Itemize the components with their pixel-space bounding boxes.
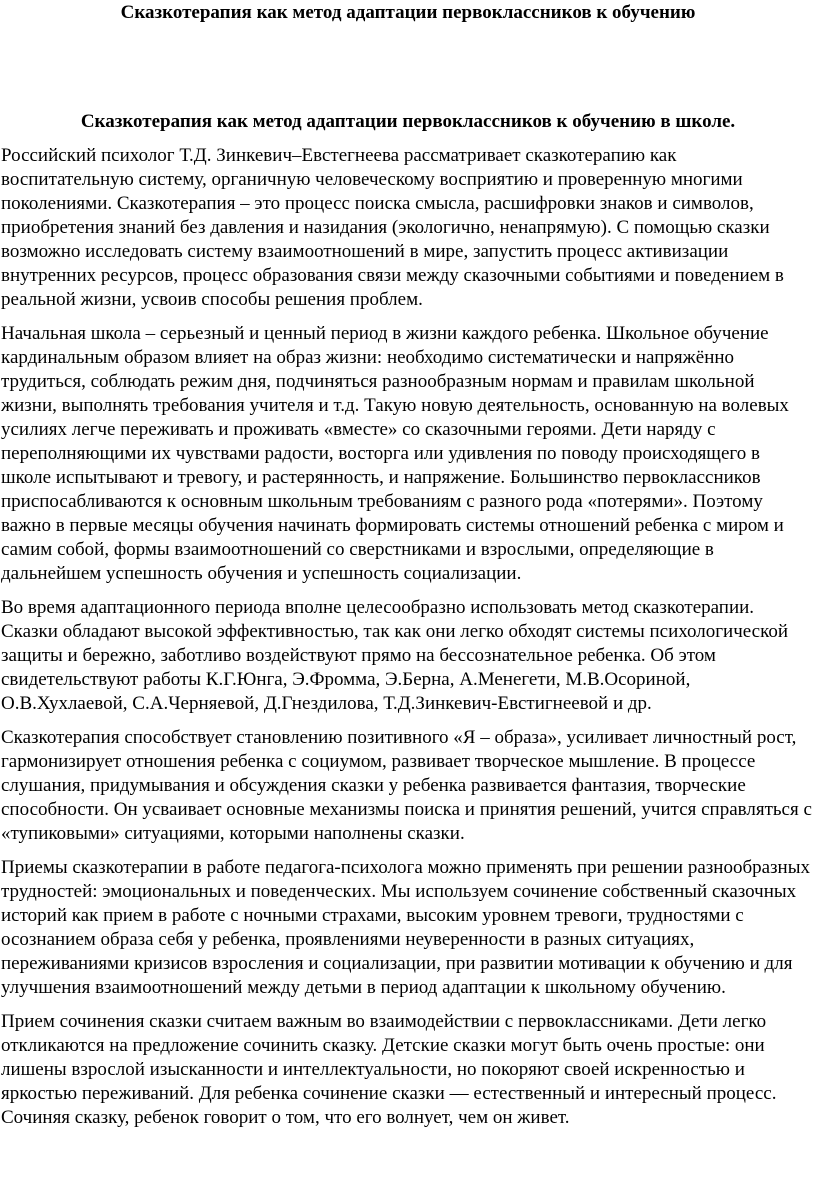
document-body bbox=[1, 144, 813, 1140]
paragraph-4: Сказкотерапия способствует становлению позитивного «Я – образа», усиливает личностный рост, гармонизирует отношения ребенка с социумом, развивает творческое мышление. В процессе слушания, придумывания и обсуждения сказки у ребенка развивается фантазия, творческие способности. Он усваивает основные механизмы поиска и принятия решений, учится справляться с «тупиковыми» ситуациями, которыми наполнены сказки. bbox=[1, 727, 812, 844]
paragraph-2: Начальная школа – серьезный и ценный период в жизни каждого ребенка. Школьное обучение кардинальным образом влияет на образ жизни: необходимо систематически и напряжённо трудиться, соблюдать режим дня, подчиняться разнообразным нормам и правилам школьной жизни, выполнять требования учителя и т.д. Такую новую деятельность, основанную на волевых усилиях легче переживать и проживать «вместе» со сказочными героями. Дети наряду с переполняющими их чувствами радости, восторга или удивления по поводу происходящего в школе испытывают и тревогу, и растерянность, и напряжение. Большинство первоклассников приспосабливаются к основным школьным требованиям с разного рода «потерями». Поэтому важно в первые месяцы обучения начинать формировать системы отношений ребенка с миром и самим собой, формы взаимоотношений со сверстниками и взрослыми, определяющие в дальнейшем успешность обучения и успешность социализации. bbox=[1, 323, 789, 584]
paragraph-5: Приемы сказкотерапии в работе педагога-психолога можно применять при решении разнообразных трудностей: эмоциональных и поведенческих. Мы используем сочинение собственный сказочных историй как прием в работе с ночными страхами, высоким уровнем тревоги, трудностями с осознанием образа себя у ребенка, проявлениями неуверенности в разных ситуациях, переживаниями кризисов взросления и социализации, при развитии мотивации к обучению и для улучшения взаимоотношений между детьми в период адаптации к школьному обучению. bbox=[1, 857, 810, 998]
paragraph-3: Во время адаптационного периода вполне целесообразно использовать метод сказкотерапии. Сказки обладают высокой эффективностью, так как они легко обходят системы психологической защиты и бережно, заботливо воздействуют прямо на бессознательное ребенка. Об этом свидетельствуют работы К.Г.Юнга, Э.Фромма, Э.Берна, А.Менегети, М.В.Осориной, О.В.Хухлаевой, С.А.Черняевой, Д.Гнездилова, Т.Д.Зинкевич-Евстигнеевой и др. bbox=[1, 597, 789, 714]
paragraph-1: Российский психолог Т.Д. Зинкевич–Евстегнеева рассматривает сказкотерапию как воспитательную систему, органичную человеческому восприятию и проверенную многими поколениями. Сказкотерапия – это процесс поиска смысла, расшифровки знаков и символов, приобретения знаний без давления и назидания (экологично, ненапрямую). С помощью сказки возможно исследовать систему взаимоотношений в мире, запустить процесс активизации внутренних ресурсов, процесс образования связи между сказочными событиями и поведением в реальной жизни, усвоив способы решения проблем. bbox=[1, 145, 784, 310]
document-title: Сказкотерапия как метод адаптации первоклассников к обучению bbox=[120, 2, 696, 23]
paragraph-6: Прием сочинения сказки считаем важным во взаимодействии с первоклассниками. Дети легко откликаются на предложение сочинить сказку. Детские сказки могут быть очень простые: они лишены взрослой изысканности и интеллектуальности, но покоряют своей искренностью и яркостью переживаний. Для ребенка сочинение сказки — естественный и интересный процесс. Сочиняя сказку, ребенок говорит о том, что его волнует, чем он живет. bbox=[1, 1011, 777, 1128]
section-title: Сказкотерапия как метод адаптации первоклассников к обучению в школе. bbox=[80, 111, 736, 132]
